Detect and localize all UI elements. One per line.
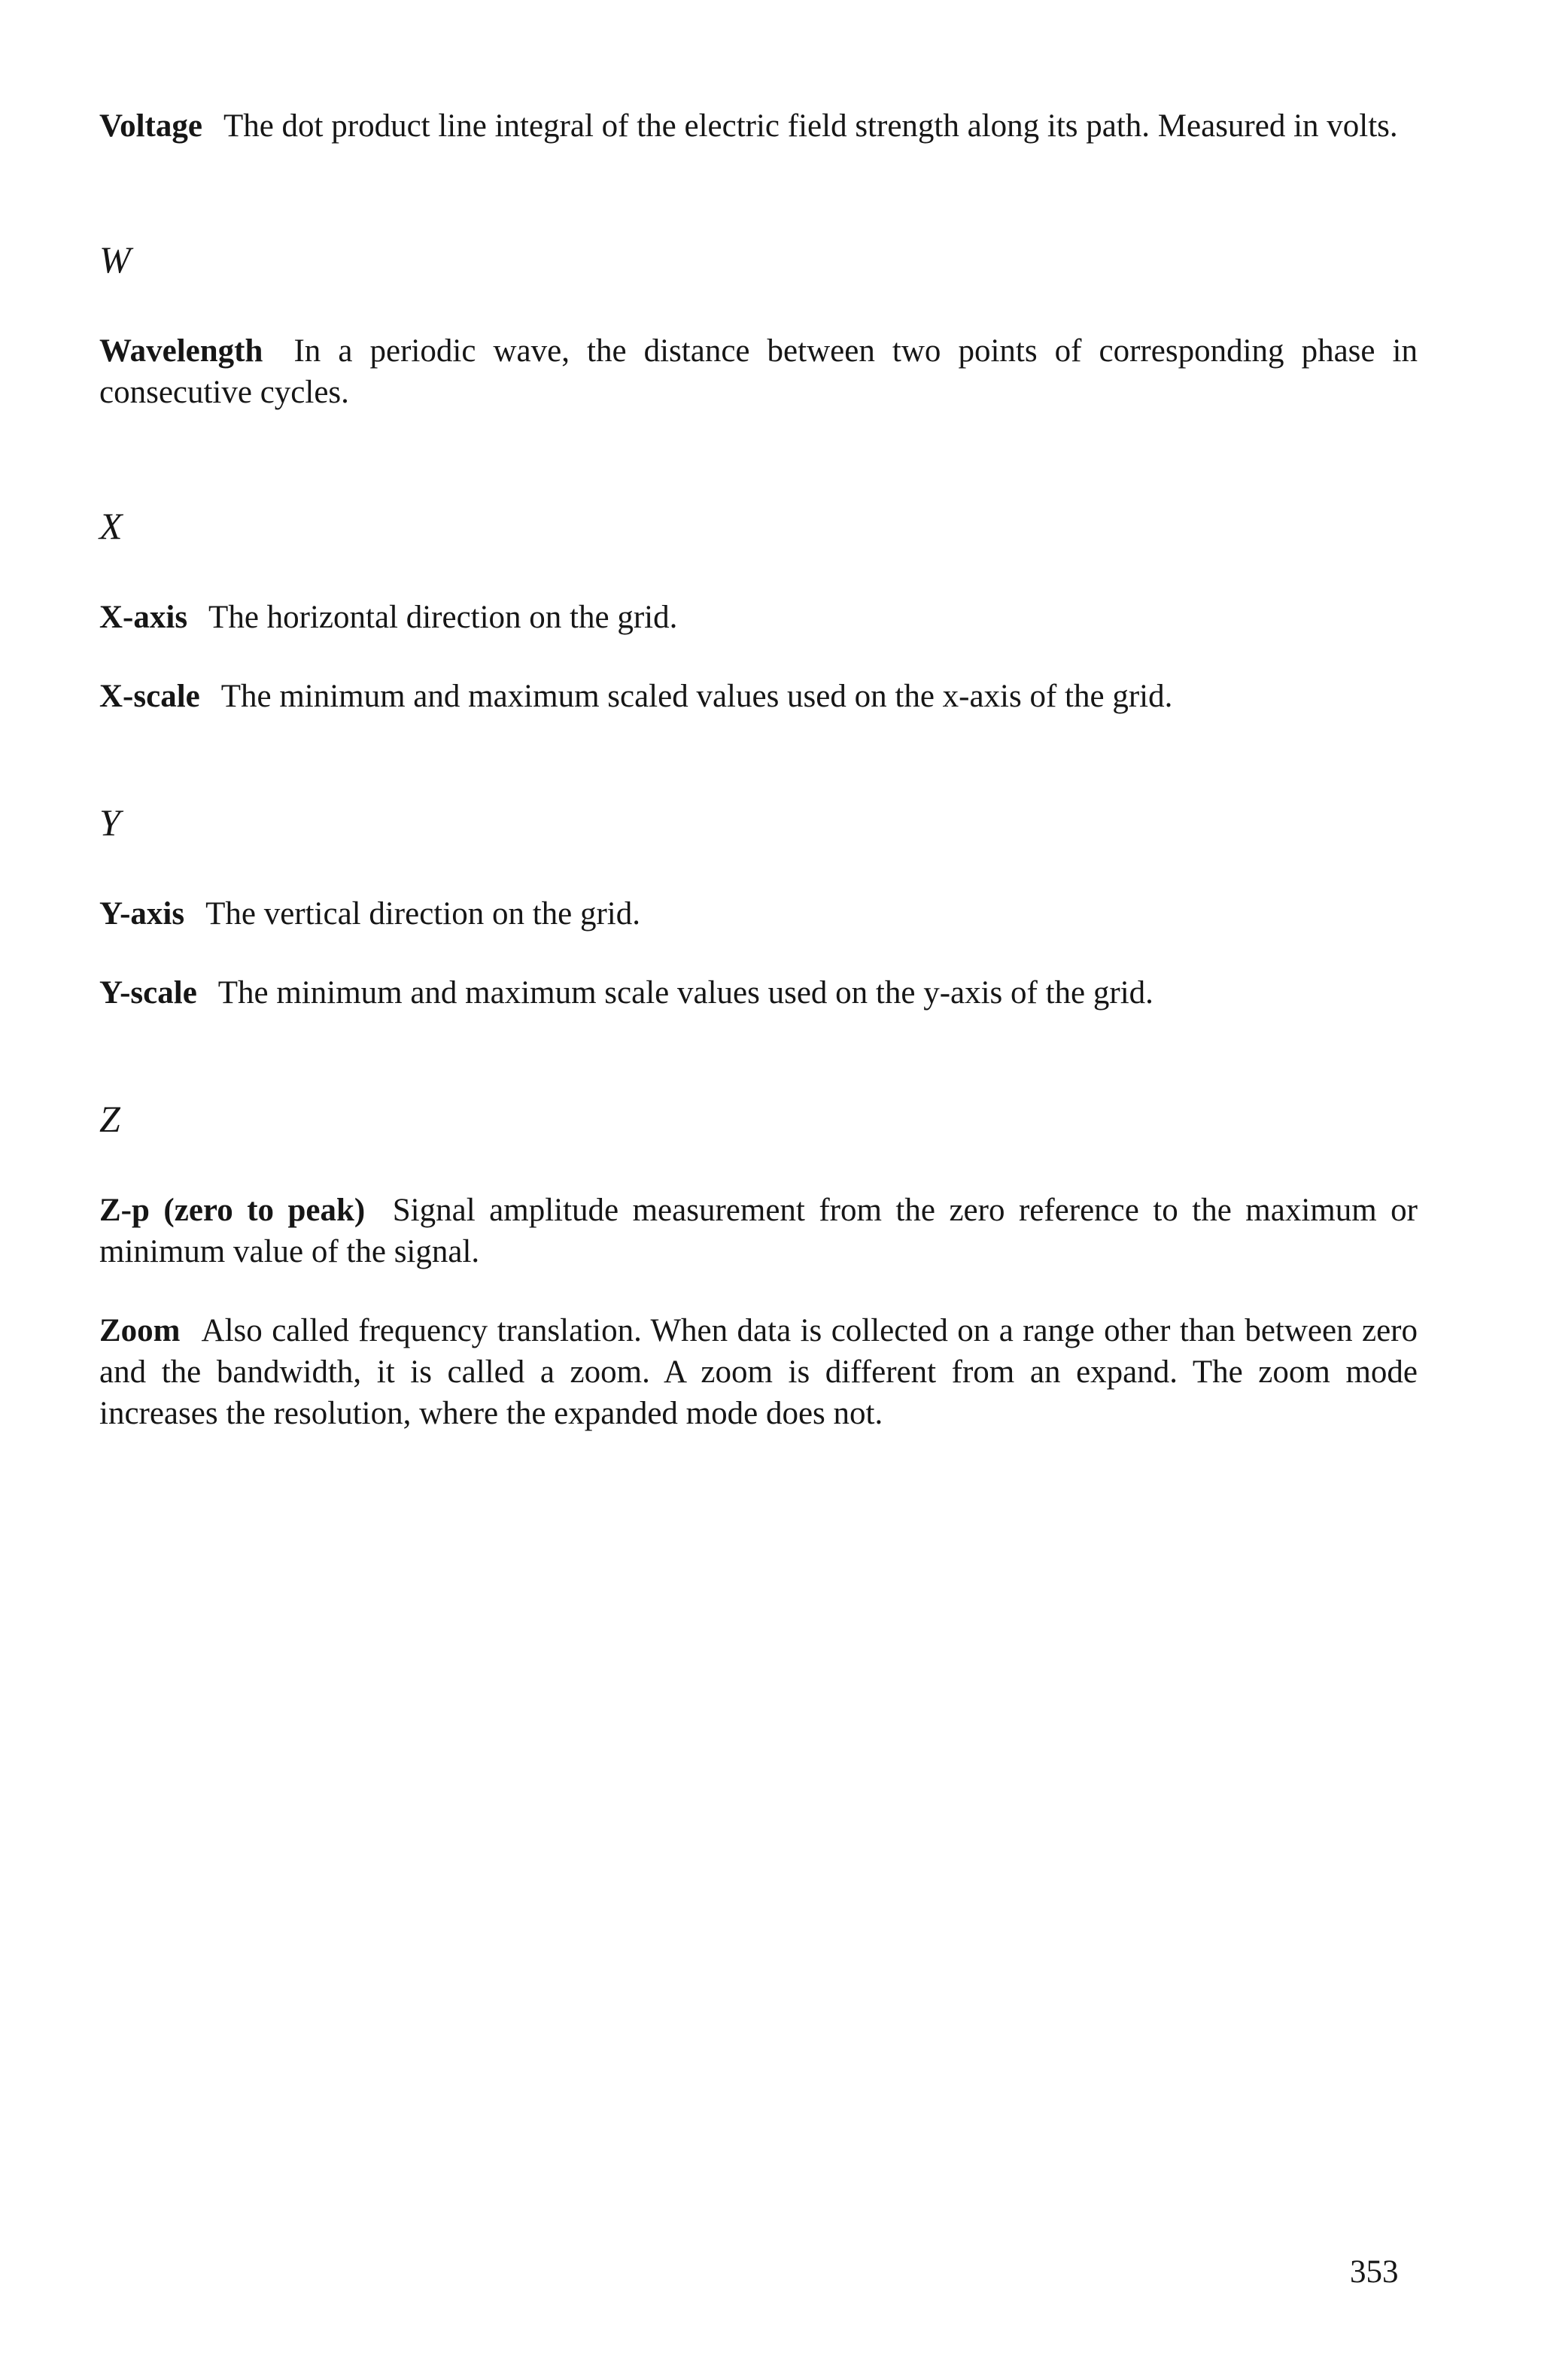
glossary-entry-voltage <box>99 105 1418 147</box>
term-x-axis: X-axis <box>99 600 188 635</box>
section-heading-y: Y <box>99 801 120 843</box>
glossary-entry-x-axis <box>99 597 1418 638</box>
glossary-entry-y-scale <box>99 972 1418 1014</box>
section-heading-x: X <box>99 505 123 547</box>
section-heading-w: W <box>99 239 131 281</box>
term-x-scale: X-scale <box>99 679 200 714</box>
glossary-entry-zoom <box>99 1310 1418 1434</box>
term-y-scale: Y-scale <box>99 975 197 1011</box>
glossary-entry-x-scale <box>99 676 1418 717</box>
definition-wavelength: In a periodic wave, the distance between two points of corresponding phase in consecutive cycles. <box>99 333 1418 410</box>
glossary-page <box>99 105 1418 1434</box>
definition-z-p: Signal amplitude measurement from the zero reference to the maximum or minimum value of the signal. <box>99 1193 1418 1269</box>
definition-y-scale: The minimum and maximum scale values used on the y-axis of the grid. <box>217 975 1153 1011</box>
definition-x-axis: The horizontal direction on the grid. <box>208 600 678 635</box>
definition-voltage: The dot product line integral of the electric field strength along its path. Measured in volts. <box>223 108 1398 144</box>
section-heading-z: Z <box>99 1098 120 1140</box>
term-y-axis: Y-axis <box>99 896 185 932</box>
glossary-entry-y-axis <box>99 893 1418 935</box>
page-number: 353 <box>1350 2254 1399 2290</box>
term-zoom: Zoom <box>99 1313 181 1348</box>
term-wavelength: Wavelength <box>99 333 263 369</box>
glossary-entry-wavelength <box>99 330 1418 413</box>
term-z-p: Z-p (zero to peak) <box>99 1193 366 1228</box>
definition-y-axis: The vertical direction on the grid. <box>205 896 640 932</box>
term-voltage: Voltage <box>99 108 202 144</box>
definition-x-scale: The minimum and maximum scaled values used on the x-axis of the grid. <box>220 679 1173 714</box>
definition-zoom: Also called frequency translation. When data is collected on a range other than between zero and the bandwidth, it is called a zoom. A zoom is different from an expand. The zoom mode increases the resolution, where the expanded mode does not. <box>99 1313 1418 1431</box>
glossary-entry-z-p <box>99 1190 1418 1272</box>
